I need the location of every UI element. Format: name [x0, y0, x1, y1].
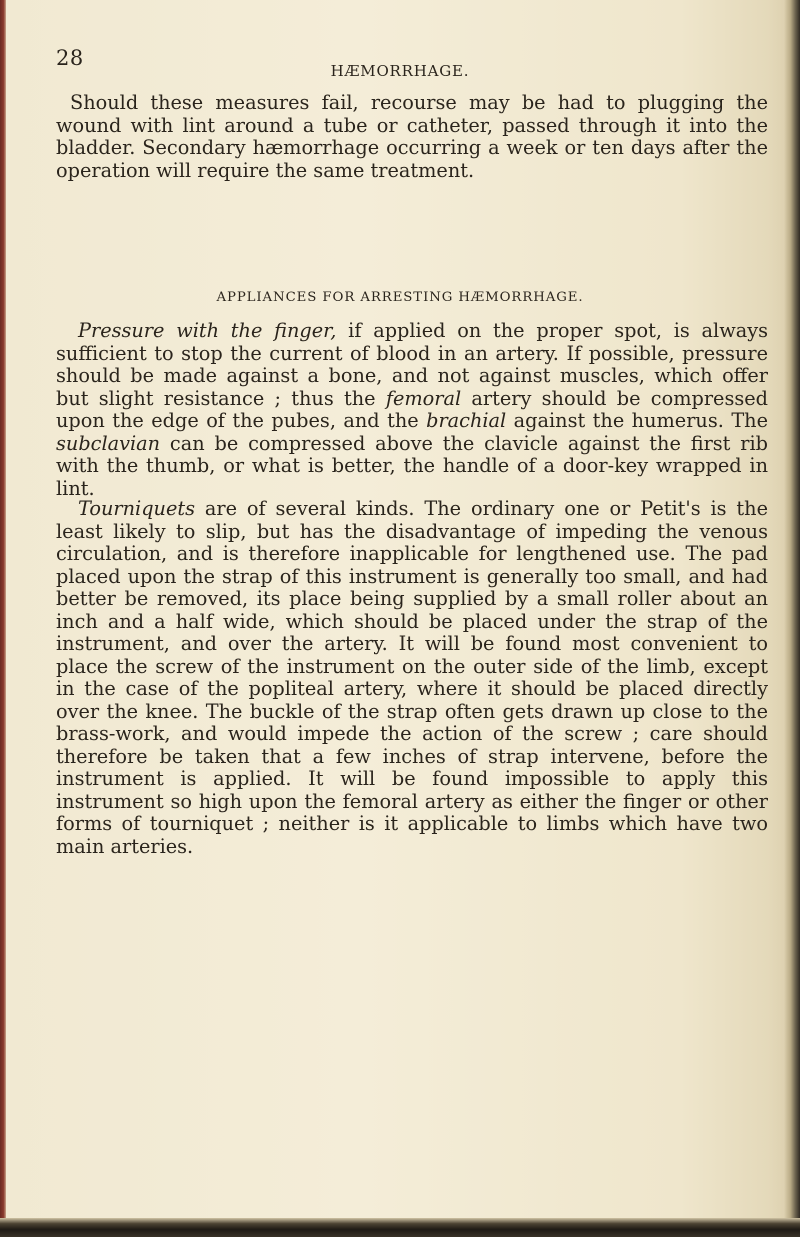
page-number: 28	[56, 46, 84, 70]
paragraph-pressure-with-finger	[56, 320, 768, 500]
italic-term-femoral: femoral	[385, 386, 462, 410]
paragraph-text	[56, 320, 768, 500]
bottom-page-edge	[0, 1218, 800, 1237]
italic-lead: Tourniquets	[78, 497, 196, 520]
running-head: HÆMORRHAGE.	[330, 62, 470, 80]
paragraph-tourniquets	[56, 498, 768, 858]
text-run: artery should be compressed upon the edge of the pubes, and the	[56, 386, 768, 432]
text-run: if applied on the proper spot, is always sufficient to stop the current of blood in an artery. If possible, pressure should be made against a bone, and not against muscles, which offer but slight resistance ; thus the	[56, 319, 769, 410]
binding-edge	[0, 0, 6, 1237]
paragraph-text: Should these measures fail, recourse may be had to plugging the wound with lint around a tube or catheter, passed through it into the bladder. Secondary hæmorrhage occurring a week or ten days after the operation will require the same treatment.	[56, 91, 768, 182]
italic-lead: Pressure with the finger,	[78, 319, 337, 342]
italic-term-brachial: brachial	[426, 409, 507, 432]
paragraph-secondary-haemorrhage	[56, 92, 768, 182]
text-run: against the humerus. The	[506, 409, 769, 432]
text-run: can be compressed above the clavicle against the first rib with the thumb, or what is better, the handle of a door-key wrapped in lint.	[56, 431, 768, 500]
italic-term-subclavian: subclavian	[56, 431, 161, 455]
text-run: are of several kinds. The ordinary one or Petit's is the least likely to slip, but has the disadvantage of impeding the venous circulation, and is therefore inapplicable for lengthened use. The pad placed upon the strap of this instrument is generally too small, and had better be removed, its place being supplied by a small roller about an inch and a half wide, which should be placed under the strap of the instrument, and over the artery. It will be found most convenient to place the screw of the instrument on the outer side of the limb, except in the case of the popliteal artery, where it should be placed directly over the knee. The buckle of the strap often gets drawn up close to the brass-work, and would impede the action of the screw ; care should therefore be taken that a few inches of strap intervene, before the instrument is applied. It will be found impossible to apply this instrument so high upon the femoral artery as either the finger or other forms of tourniquet ; neither is it applicable to limbs which have two main arteries.	[56, 497, 768, 858]
section-heading: APPLIANCES FOR ARRESTING HÆMORRHAGE.	[216, 290, 584, 305]
page-shadow-edge	[784, 0, 800, 1237]
paragraph-text	[56, 498, 768, 858]
